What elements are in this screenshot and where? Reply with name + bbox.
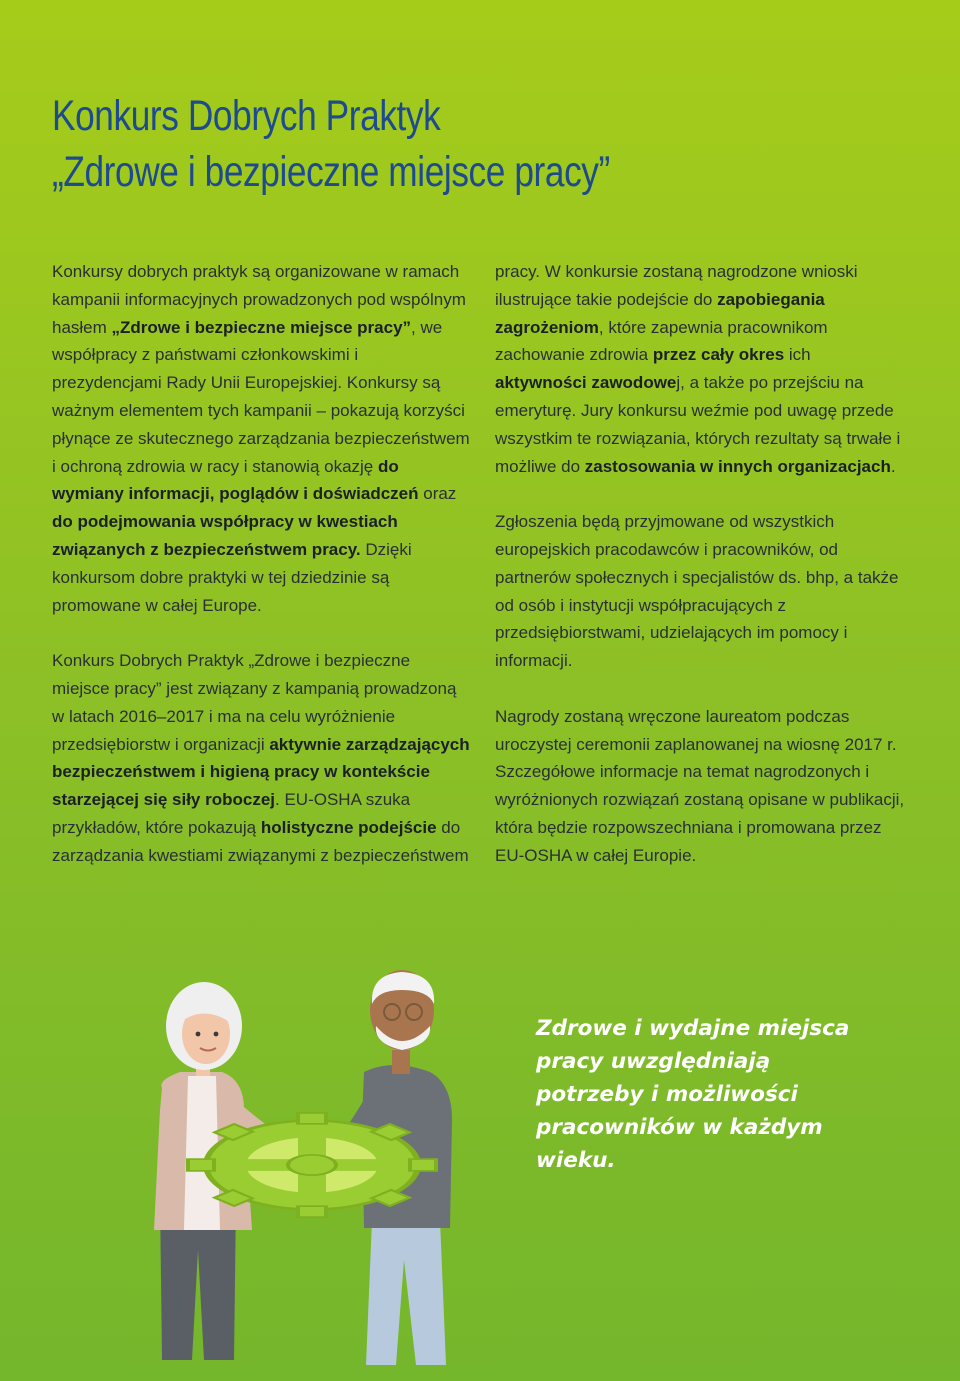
paragraph: [495, 703, 905, 870]
text-run: Zgłoszenia będą przyjmowane od wszystkich europejskich pracodawców i pracowników, od partnerów społecznych i specjalistów ds. bhp, a także od osób i instytucji współpracujących z przedsiębiorstwami, udzielających im pomocy i informacji.: [495, 512, 899, 671]
text-run: j, a także po przejściu na emeryturę. Jury konkursu weźmie pod uwagę przede wszystkim te rozwiązania, których rezultaty są trwałe i możliwe do: [495, 373, 901, 476]
text-run: .: [890, 456, 896, 476]
bold-text: do wymiany informacji, poglądów i doświadczeń: [52, 456, 419, 504]
paragraph: [52, 258, 472, 619]
text-run: ich: [784, 345, 811, 365]
title-line-1: Konkurs Dobrych Praktyk: [52, 92, 441, 140]
paragraph: [52, 647, 472, 869]
pull-quote: Zdrowe i wydajne miejsca pracy uwzględniają potrzeby i możliwości pracowników w każdym wieku.: [536, 1016, 850, 1173]
gear-icon: [188, 1113, 436, 1217]
text-run: , które zapewnia pracownikom zachowanie zdrowia: [495, 317, 828, 365]
text-run: . EU-OSHA szuka przykładów, które pokazują: [52, 790, 411, 837]
text-run: Konkurs Dobrych Praktyk „Zdrowe i bezpieczne miejsce pracy” jest związany z kampanią prowadzoną w latach 2016–2017 i ma na celu wyróżnienie przedsiębiorstw i organizacji: [52, 651, 457, 754]
bold-text: aktywności zawodowe: [495, 373, 677, 393]
text-run: Nagrody zostaną wręczone laureatom podczas uroczystej ceremonii zaplanowanej na wiosnę 2017 r. Szczegółowe informacje na temat nagrodzonych i wyróżnionych rozwiązań zostaną opisane w publikacji, która będzie rozpowszechniana i promowana przez EU-OSHA w całej Europie.: [495, 706, 905, 865]
title-line-2: „Zdrowe i bezpieczne miejsce pracy”: [52, 148, 610, 196]
bold-text: holistyczne podejście: [260, 817, 437, 837]
right-column: [495, 258, 905, 897]
paragraph: [495, 508, 905, 675]
text-run: do zarządzania kwestiami związanymi z bezpieczeństwem: [52, 817, 469, 865]
older-workers-gear-illustration: [140, 960, 480, 1370]
text-run: oraz: [418, 484, 457, 504]
text-run: , we współpracy z państwami członkowskimi i prezydencjami Rady Unii Europejskiej. Konkursy są ważnym elementem tych kampanii – pokazują korzyści płynące ze skutecznego zarządzania bezpieczeństwem i ochroną zdrowia w racy i stanowią okazję: [52, 317, 470, 476]
text-run: Konkursy dobrych praktyk są organizowane w ramach kampanii informacyjnych prowadzonych pod wspólnym hasłem: [52, 262, 466, 337]
text-run: pracy. W konkursie zostaną nagrodzone wnioski ilustrujące takie podejście do: [495, 262, 858, 309]
bold-text: aktywnie zarządzających bezpieczeństwem i higieną pracy w kontekście starzejącej się siły roboczej: [52, 734, 470, 810]
bold-text: zastosowania w innych organizacjach: [584, 456, 891, 476]
page-title: [52, 88, 610, 200]
left-column: [52, 258, 472, 897]
bold-text: do podejmowania współpracy w kwestiach związanych z bezpieczeństwem pracy.: [52, 512, 398, 559]
bold-text: przez cały okres: [652, 345, 785, 365]
paragraph: [495, 258, 905, 480]
bold-text: zapobiegania zagrożeniom: [495, 289, 825, 337]
bold-text: „Zdrowe i bezpieczne miejsce pracy”: [111, 317, 412, 337]
text-run: Dzięki konkursom dobre praktyki w tej dziedzinie są promowane w całej Europe.: [52, 539, 412, 615]
